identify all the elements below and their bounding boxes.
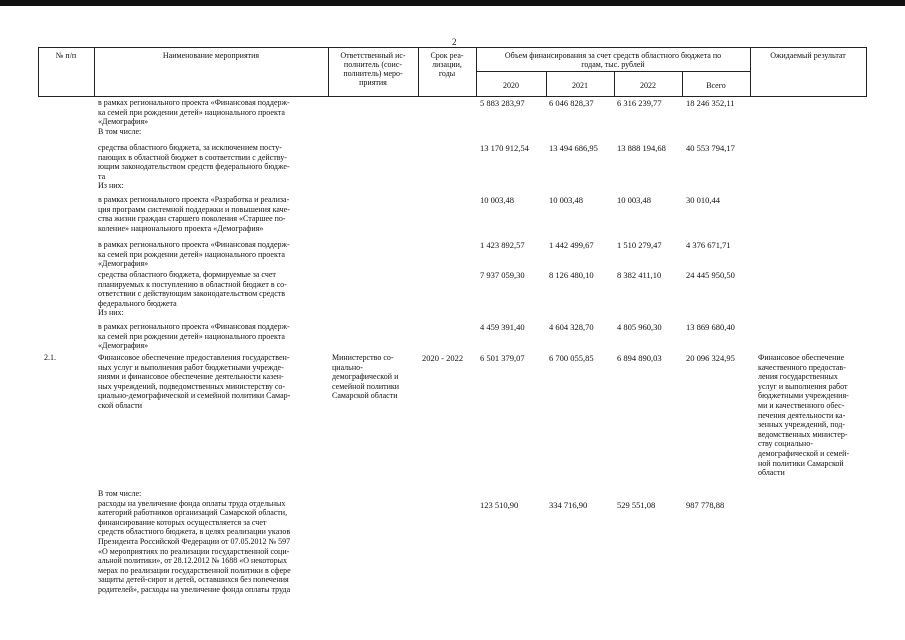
row-value-2021: 4 604 328,70: [549, 322, 594, 332]
row-number: 2.1.: [44, 353, 56, 362]
row-responsible: Министерство со- циально- демографической и семейной политики Самарской области: [332, 353, 400, 401]
row-text: средства областного бюджета, за исключением посту- пающих в областной бюджет в соответствии с действу- ющим законодательством средств федерального бюдже- та Из них:: [98, 143, 290, 191]
row-value-2022: 13 888 194,68: [617, 143, 666, 153]
row-value-2021: 6 700 055,85: [549, 353, 594, 363]
row-value-2021: 13 494 686,95: [549, 143, 598, 153]
row-value-2022: 1 510 279,47: [617, 240, 662, 250]
row-term: 2020 - 2022: [422, 353, 464, 363]
header-2020: 2020: [503, 81, 519, 90]
col-border-2: [328, 47, 329, 97]
row-value-2021: 1 442 499,67: [549, 240, 594, 250]
row-value-2020: 13 170 912,54: [480, 143, 529, 153]
row-value-2020: 4 459 391,40: [480, 322, 525, 332]
header-result: Ожидаемый результат: [770, 51, 846, 60]
header-volume: Объем финансирования за счет средств областного бюджета по годам, тыс. рублей: [504, 51, 722, 69]
row-result: Финансовое обеспечение качественного предостав- ления государственных услуг и выполнения работ бюджетными учреждения- ми и качественного обес- печения деятельности ка- зенных учреждений, под- ведомственных министер- ству социально- демографической и семей- ной политики Самарской области: [758, 353, 850, 478]
row-value-total: 20 096 324,95: [686, 353, 735, 363]
row-value-total: 24 445 950,50: [686, 270, 735, 280]
row-value-2022: 8 382 411,10: [617, 270, 662, 280]
col-border-0: [38, 47, 39, 97]
row-value-2020: 123 510,90: [480, 500, 519, 510]
col-border-7: [682, 71, 683, 97]
row-text: в рамках регионального проекта «Финансовая поддерж- ка семей при рождении детей» национального проекта «Демография»: [98, 322, 290, 351]
row-value-total: 30 010,44: [686, 195, 720, 205]
col-border-6: [614, 71, 615, 97]
table-top-border: [38, 47, 866, 48]
header-total: Всего: [706, 81, 726, 90]
row-value-2021: 6 046 828,37: [549, 98, 594, 108]
header-bottom-border: [38, 96, 866, 97]
row-value-total: 4 376 671,71: [686, 240, 731, 250]
row-value-total: 13 869 680,40: [686, 322, 735, 332]
row-value-2022: 4 805 960,30: [617, 322, 662, 332]
col-border-8: [750, 47, 751, 97]
row-text: средства областного бюджета, формируемые за счет планируемых к поступлению в областной бюджет в со- ответствии с действующим законодательством средств федерального бюджета Из них:: [98, 270, 287, 318]
col-border-4: [476, 47, 477, 97]
col-border-5: [546, 71, 547, 97]
row-text: в рамках регионального проекта «Финансовая поддерж- ка семей при рождении детей» национального проекта «Демография» В том числе:: [98, 98, 290, 136]
row-value-2021: 8 126 480,10: [549, 270, 594, 280]
row-value-2020: 5 883 283,97: [480, 98, 525, 108]
row-value-total: 40 553 794,17: [686, 143, 735, 153]
row-value-total: 987 778,88: [686, 500, 725, 510]
col-border-1: [94, 47, 95, 97]
row-value-total: 18 246 352,11: [686, 98, 735, 108]
row-value-2022: 10 003,48: [617, 195, 651, 205]
row-text: в рамках регионального проекта «Разработка и реализа- ция программ системной поддержки и повышения каче- ства жизни граждан старшего поколения «Старшее по- коление» национального проекта «Демография»: [98, 195, 290, 233]
col-border-9: [866, 47, 867, 97]
header-name: Наименование мероприятия: [162, 51, 260, 60]
row-text: Финансовое обеспечение предоставления государствен- ных услуг и выполнения работ бюджетными учрежде- ниями и финансовое обеспечение деятельности казен- ных учреждений, подведомственных министерству со- циально-демографической и семейной политики Самар- ской области: [98, 353, 291, 410]
header-num: № п/п: [55, 51, 77, 60]
row-value-2021: 334 716,90: [549, 500, 588, 510]
header-2021: 2021: [572, 81, 588, 90]
row-text: В том числе: расходы на увеличение фонда оплаты труда отдельных категорий работников организаций Самарской области, финансирование которых осуществляется за счет средств областного бюджета, в целях реализации указов Президента Российской Федерации от 07.05.2012 № 597 «О мероприятиях по реализации государственной соци- альной политики», от 28.12.2012 № 1688 «О некоторых мерах по реализации государственной политики в сфере защиты детей-сирот и детей, оставшихся без попечения родителей», расходы на увеличение фонда оплаты труда: [98, 489, 291, 594]
header-2022: 2022: [640, 81, 656, 90]
row-value-2022: 529 551,08: [617, 500, 656, 510]
row-value-2021: 10 003,48: [549, 195, 583, 205]
years-subheader-line: [476, 71, 750, 72]
row-text: в рамках регионального проекта «Финансовая поддерж- ка семей при рождении детей» национального проекта «Демография»: [98, 240, 290, 269]
row-value-2020: 7 937 059,30: [480, 270, 525, 280]
row-value-2020: 10 003,48: [480, 195, 514, 205]
header-responsible: Ответственный ис- полнитель (соис- полнитель) меро- приятия: [340, 51, 406, 87]
row-value-2022: 6 316 239,77: [617, 98, 662, 108]
scan-top-border: [0, 0, 905, 6]
row-value-2020: 1 423 892,57: [480, 240, 525, 250]
page-number: 2: [452, 37, 457, 47]
row-value-2020: 6 501 379,07: [480, 353, 525, 363]
header-term: Срок реа- лизации, годы: [430, 51, 464, 78]
row-value-2022: 6 894 890,03: [617, 353, 662, 363]
col-border-3: [418, 47, 419, 97]
